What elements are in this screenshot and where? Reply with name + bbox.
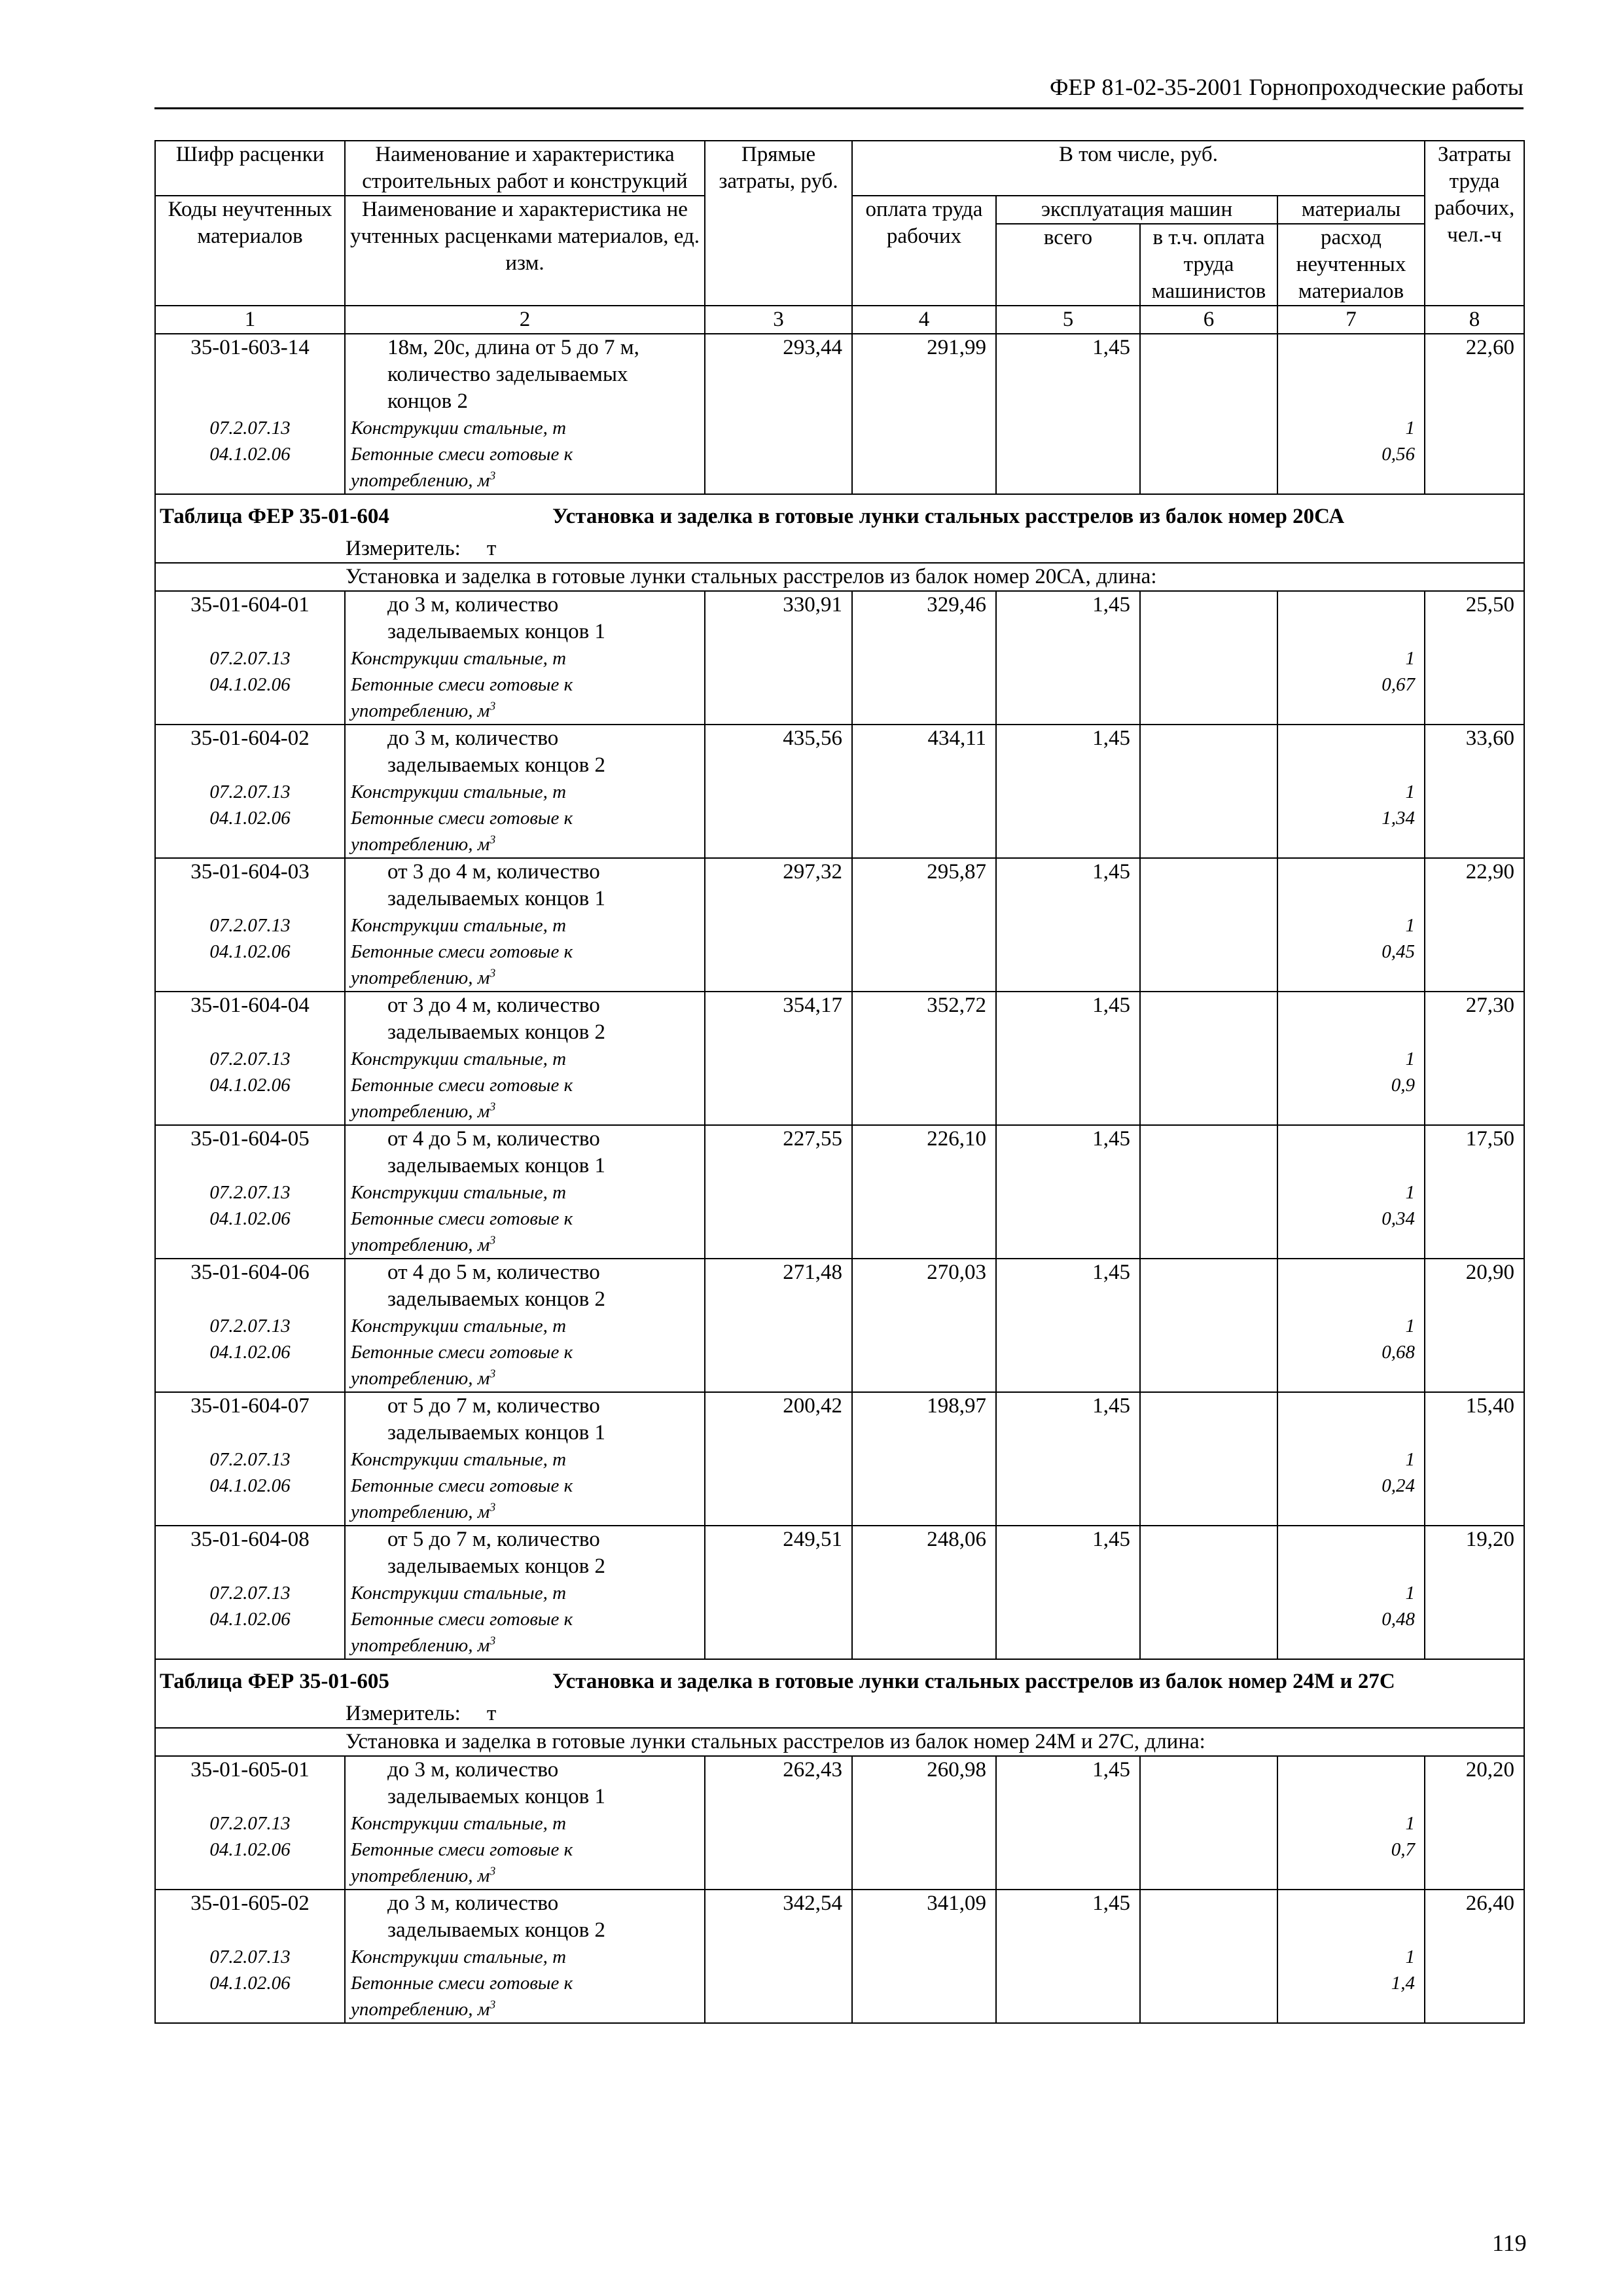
labor-pay: 352,72	[852, 992, 996, 1125]
table-604-name: Установка и заделка в готовые лунки стальных расстрелов из балок номер 20СА	[552, 505, 1345, 528]
rate-description	[345, 1756, 705, 1890]
material-name: употреблению, $м^3$	[351, 1998, 496, 2020]
rate-code-cell	[155, 725, 345, 858]
material-code: 07.2.07.13	[209, 915, 291, 936]
description-line: 18м, 20с, длина от 5 до 7 м,	[387, 336, 639, 359]
labor-pay: 260,98	[852, 1756, 996, 1890]
material-code: 04.1.02.06	[209, 1475, 291, 1496]
table-604-subtitle: Установка и заделка в готовые лунки стальных расстрелов из балок номер 20СА, длина:	[155, 563, 1524, 591]
description-line: заделываемых концов 1	[387, 1421, 606, 1444]
col-number: 2	[345, 306, 705, 334]
rate-row	[155, 992, 1524, 1125]
machines-total: 1,45	[996, 1125, 1140, 1259]
description-line: от 3 до 4 м, количество	[387, 994, 600, 1017]
labor-cost: 15,40	[1425, 1392, 1524, 1526]
col-materials-sub-header: расход неучтенных материалов	[1277, 224, 1425, 306]
direct-costs: 262,43	[705, 1756, 852, 1890]
col-matname-header: Наименование и характеристика не учтенных расценками материалов, ед. изм.	[345, 196, 705, 306]
material-code: 07.2.07.13	[209, 1316, 291, 1336]
col-machines-pay-header: в т.ч. оплата труда машинистов	[1140, 224, 1277, 306]
rate-code: 35-01-603-14	[190, 336, 310, 359]
material-name: Бетонные смеси готовые к	[351, 1342, 573, 1363]
material-code: 04.1.02.06	[209, 941, 291, 962]
rate-description	[345, 1526, 705, 1659]
steel-quantity: 1	[1405, 418, 1416, 439]
rate-code-cell	[155, 1526, 345, 1659]
col-code-header: Шифр расценки	[155, 141, 345, 196]
material-name: употреблению, $м^3$	[351, 1100, 496, 1122]
description-line: от 4 до 5 м, количество	[387, 1127, 600, 1151]
machines-pay	[1140, 1890, 1277, 2023]
rate-row	[155, 591, 1524, 725]
rate-row	[155, 1392, 1524, 1526]
description-line: заделываемых концов 2	[387, 1287, 606, 1311]
material-name: Конструкции стальные, т	[351, 1182, 567, 1203]
rate-row	[155, 1526, 1524, 1659]
rate-description	[345, 1259, 705, 1392]
materials-consumption	[1277, 1756, 1425, 1890]
machines-pay	[1140, 1125, 1277, 1259]
col-number: 3	[705, 306, 852, 334]
materials-consumption	[1277, 1526, 1425, 1659]
direct-costs: 227,55	[705, 1125, 852, 1259]
rate-description	[345, 1125, 705, 1259]
material-code: 07.2.07.13	[209, 1449, 291, 1470]
col-materials-header: материалы	[1277, 196, 1425, 224]
rate-row	[155, 1125, 1524, 1259]
material-name: Бетонные смеси готовые к	[351, 808, 573, 829]
table-605-unit-row	[155, 1700, 1524, 1728]
col-number: 6	[1140, 306, 1277, 334]
rate-description	[345, 1392, 705, 1526]
rate-description	[345, 992, 705, 1125]
col-labor-header: Затраты труда рабочих, чел.-ч	[1425, 141, 1524, 306]
rate-code-cell	[155, 1125, 345, 1259]
materials-consumption	[1277, 1259, 1425, 1392]
direct-costs: 342,54	[705, 1890, 852, 2023]
rate-code-cell	[155, 1259, 345, 1392]
rates-table	[154, 140, 1525, 2024]
rate-description	[345, 334, 705, 494]
description-line: до 3 м, количество	[387, 726, 559, 750]
materials-consumption	[1277, 1392, 1425, 1526]
table-605-subtitle: Установка и заделка в готовые лунки стальных расстрелов из балок номер 24М и 27С, длина:	[155, 1728, 1524, 1756]
labor-pay: 226,10	[852, 1125, 996, 1259]
material-name: Конструкции стальные, т	[351, 418, 567, 439]
rate-code: 35-01-605-02	[190, 1892, 310, 1915]
machines-total: 1,45	[996, 1756, 1140, 1890]
machines-pay	[1140, 334, 1277, 494]
material-name: Конструкции стальные, т	[351, 1049, 567, 1069]
direct-costs: 354,17	[705, 992, 852, 1125]
material-code: 07.2.07.13	[209, 418, 291, 439]
rate-row	[155, 1259, 1524, 1392]
column-numbers-row	[155, 306, 1524, 334]
materials-consumption	[1277, 1890, 1425, 2023]
material-name: употреблению, $м^3$	[351, 469, 496, 491]
concrete-quantity: 0,56	[1382, 444, 1416, 465]
table-605-title-row	[155, 1659, 1524, 1700]
table-604-subtitle-row	[155, 563, 1524, 591]
labor-cost: 19,20	[1425, 1526, 1524, 1659]
machines-total: 1,45	[996, 858, 1140, 992]
concrete-quantity: 0,24	[1382, 1475, 1416, 1496]
rate-code: 35-01-604-05	[190, 1127, 310, 1151]
material-code: 04.1.02.06	[209, 1208, 291, 1229]
concrete-quantity: 1,34	[1382, 808, 1416, 829]
description-line: до 3 м, количество	[387, 1892, 559, 1915]
concrete-quantity: 0,45	[1382, 941, 1416, 962]
material-code: 04.1.02.06	[209, 1609, 291, 1630]
rate-description-text	[351, 1393, 704, 1446]
machines-total: 1,45	[996, 1890, 1140, 2023]
material-code: 04.1.02.06	[209, 674, 291, 695]
material-name: Конструкции стальные, т	[351, 1449, 567, 1470]
steel-quantity: 1	[1405, 1813, 1416, 1834]
labor-pay: 341,09	[852, 1890, 996, 2023]
concrete-quantity: 0,48	[1382, 1609, 1416, 1630]
description-line: количество заделываемых	[387, 363, 628, 386]
description-line: заделываемых концов 2	[387, 1020, 606, 1044]
material-code: 07.2.07.13	[209, 1583, 291, 1604]
rate-description-text	[351, 859, 704, 912]
machines-pay	[1140, 992, 1277, 1125]
rate-code: 35-01-604-01	[190, 593, 310, 617]
labor-pay: 295,87	[852, 858, 996, 992]
material-code: 04.1.02.06	[209, 1075, 291, 1096]
direct-costs: 435,56	[705, 725, 852, 858]
table-605-name: Установка и заделка в готовые лунки стальных расстрелов из балок номер 24М и 27С	[552, 1670, 1395, 1693]
machines-total: 1,45	[996, 591, 1140, 725]
rate-code-cell	[155, 591, 345, 725]
material-name: Конструкции стальные, т	[351, 781, 567, 802]
page-number: 119	[1492, 2230, 1527, 2256]
labor-cost: 33,60	[1425, 725, 1524, 858]
rate-code: 35-01-604-03	[190, 860, 310, 884]
materials-consumption	[1277, 992, 1425, 1125]
labor-cost: 22,90	[1425, 858, 1524, 992]
material-name: употреблению, $м^3$	[351, 966, 496, 988]
material-code: 07.2.07.13	[209, 1049, 291, 1069]
description-line: до 3 м, количество	[387, 1758, 559, 1782]
steel-quantity: 1	[1405, 1316, 1416, 1336]
rate-code-cell	[155, 1756, 345, 1890]
labor-cost: 26,40	[1425, 1890, 1524, 2023]
description-line: до 3 м, количество	[387, 593, 559, 617]
machines-pay	[1140, 725, 1277, 858]
table-604-unit-row	[155, 535, 1524, 563]
rate-code-cell	[155, 1890, 345, 2023]
machines-total: 1,45	[996, 725, 1140, 858]
rate-description-text	[351, 1126, 704, 1179]
labor-pay: 291,99	[852, 334, 996, 494]
concrete-quantity: 0,67	[1382, 674, 1416, 695]
machines-total: 1,45	[996, 992, 1140, 1125]
col-matcode-header: Коды неучтенных материалов	[155, 196, 345, 306]
col-name-header: Наименование и характеристика строительных работ и конструкций	[345, 141, 705, 196]
machines-pay	[1140, 591, 1277, 725]
material-name: употреблению, $м^3$	[351, 833, 496, 855]
steel-quantity: 1	[1405, 648, 1416, 669]
table-605-subtitle-row	[155, 1728, 1524, 1756]
machines-total: 1,45	[996, 1392, 1140, 1526]
material-code: 07.2.07.13	[209, 781, 291, 802]
direct-costs: 293,44	[705, 334, 852, 494]
machines-pay	[1140, 1392, 1277, 1526]
rate-code-cell	[155, 334, 345, 494]
rate-description	[345, 591, 705, 725]
col-number: 8	[1425, 306, 1524, 334]
rate-row	[155, 858, 1524, 992]
col-machines-header: эксплуатация машин	[996, 196, 1277, 224]
table-605-unit	[155, 1700, 1524, 1728]
description-line: заделываемых концов 2	[387, 1554, 606, 1578]
rate-code: 35-01-604-07	[190, 1394, 310, 1418]
material-code: 04.1.02.06	[209, 444, 291, 465]
rate-row	[155, 725, 1524, 858]
materials-consumption	[1277, 725, 1425, 858]
table-604-title-row	[155, 494, 1524, 535]
rate-code: 35-01-604-02	[190, 726, 310, 750]
description-line: заделываемых концов 1	[387, 887, 606, 910]
steel-quantity: 1	[1405, 1049, 1416, 1069]
materials-consumption	[1277, 858, 1425, 992]
direct-costs: 200,42	[705, 1392, 852, 1526]
rate-code: 35-01-604-08	[190, 1528, 310, 1551]
rate-code: 35-01-604-06	[190, 1261, 310, 1284]
steel-quantity: 1	[1405, 1182, 1416, 1203]
labor-pay: 434,11	[852, 725, 996, 858]
description-line: от 5 до 7 м, количество	[387, 1394, 600, 1418]
material-name: употреблению, $м^3$	[351, 1864, 496, 1886]
rate-description-text	[351, 992, 704, 1046]
steel-quantity: 1	[1405, 1946, 1416, 1967]
machines-total: 1,45	[996, 1259, 1140, 1392]
material-code: 07.2.07.13	[209, 1813, 291, 1834]
material-name: употреблению, $м^3$	[351, 699, 496, 721]
rate-description	[345, 858, 705, 992]
labor-pay: 329,46	[852, 591, 996, 725]
steel-quantity: 1	[1405, 1449, 1416, 1470]
rate-description-text	[351, 1890, 704, 1944]
concrete-quantity: 0,34	[1382, 1208, 1416, 1229]
concrete-quantity: 0,9	[1391, 1075, 1416, 1096]
table-604-number: Таблица ФЕР 35-01-604	[160, 505, 389, 528]
rate-code-cell	[155, 1392, 345, 1526]
description-line: от 4 до 5 м, количество	[387, 1261, 600, 1284]
running-header: ФЕР 81-02-35-2001 Горнопроходческие работы	[154, 73, 1524, 109]
direct-costs: 249,51	[705, 1526, 852, 1659]
machines-pay	[1140, 1259, 1277, 1392]
material-name: Бетонные смеси готовые к	[351, 1075, 573, 1096]
labor-cost: 17,50	[1425, 1125, 1524, 1259]
material-name: Конструкции стальные, т	[351, 1946, 567, 1967]
rate-description-text	[351, 1259, 704, 1313]
description-line: от 3 до 4 м, количество	[387, 860, 600, 884]
material-code: 07.2.07.13	[209, 1946, 291, 1967]
description-line: заделываемых концов 1	[387, 1785, 606, 1808]
material-name: Бетонные смеси готовые к	[351, 674, 573, 695]
col-incl-header: В том числе, руб.	[852, 141, 1425, 196]
material-code: 04.1.02.06	[209, 1342, 291, 1363]
material-name: Бетонные смеси готовые к	[351, 941, 573, 962]
material-name: Бетонные смеси готовые к	[351, 1475, 573, 1496]
direct-costs: 330,91	[705, 591, 852, 725]
material-name: употреблению, $м^3$	[351, 1233, 496, 1255]
description-line: заделываемых концов 2	[387, 753, 606, 777]
machines-pay	[1140, 1756, 1277, 1890]
description-line: заделываемых концов 1	[387, 620, 606, 643]
steel-quantity: 1	[1405, 1583, 1416, 1604]
description-line: от 5 до 7 м, количество	[387, 1528, 600, 1551]
col-number: 4	[852, 306, 996, 334]
col-laborpay-header: оплата труда рабочих	[852, 196, 996, 306]
rate-description	[345, 725, 705, 858]
labor-pay: 198,97	[852, 1392, 996, 1526]
rate-code-cell	[155, 858, 345, 992]
description-line: концов 2	[387, 389, 469, 413]
rate-row	[155, 1756, 1524, 1890]
unit-label: Измеритель:	[346, 537, 461, 560]
material-name: Конструкции стальные, т	[351, 648, 567, 669]
material-code: 04.1.02.06	[209, 1973, 291, 1994]
material-name: употреблению, $м^3$	[351, 1500, 496, 1522]
material-name: Бетонные смеси готовые к	[351, 444, 573, 465]
unit-label: Измеритель:	[346, 1702, 461, 1725]
labor-pay: 248,06	[852, 1526, 996, 1659]
steel-quantity: 1	[1405, 781, 1416, 802]
material-name: употреблению, $м^3$	[351, 1367, 496, 1389]
materials-consumption	[1277, 334, 1425, 494]
rate-row	[155, 1890, 1524, 2023]
material-name: Конструкции стальные, т	[351, 1813, 567, 1834]
labor-cost: 27,30	[1425, 992, 1524, 1125]
unit-value: т	[486, 537, 497, 560]
description-line: заделываемых концов 2	[387, 1918, 606, 1942]
material-name: Бетонные смеси готовые к	[351, 1973, 573, 1994]
materials-consumption	[1277, 1125, 1425, 1259]
rate-row	[155, 334, 1524, 494]
rate-description-text	[351, 1757, 704, 1810]
col-number: 1	[155, 306, 345, 334]
table-604-title	[155, 494, 1524, 535]
labor-cost: 25,50	[1425, 591, 1524, 725]
labor-cost: 20,90	[1425, 1259, 1524, 1392]
col-direct-header: Прямые затраты, руб.	[705, 141, 852, 306]
concrete-quantity: 0,68	[1382, 1342, 1416, 1363]
material-code: 07.2.07.13	[209, 648, 291, 669]
machines-total: 1,45	[996, 334, 1140, 494]
material-name: употреблению, $м^3$	[351, 1634, 496, 1656]
direct-costs: 297,32	[705, 858, 852, 992]
rate-description-text	[351, 725, 704, 779]
rate-description	[345, 1890, 705, 2023]
labor-pay: 270,03	[852, 1259, 996, 1392]
material-code: 04.1.02.06	[209, 808, 291, 829]
material-code: 04.1.02.06	[209, 1839, 291, 1860]
machines-pay	[1140, 858, 1277, 992]
col-number: 7	[1277, 306, 1425, 334]
steel-quantity: 1	[1405, 915, 1416, 936]
materials-consumption	[1277, 591, 1425, 725]
material-name: Бетонные смеси готовые к	[351, 1839, 573, 1860]
direct-costs: 271,48	[705, 1259, 852, 1392]
table-605-number: Таблица ФЕР 35-01-605	[160, 1670, 389, 1693]
material-name: Конструкции стальные, т	[351, 915, 567, 936]
rate-code-cell	[155, 992, 345, 1125]
concrete-quantity: 1,4	[1391, 1973, 1416, 1994]
rate-code: 35-01-604-04	[190, 994, 310, 1017]
machines-pay	[1140, 1526, 1277, 1659]
unit-value: т	[486, 1702, 497, 1725]
concrete-quantity: 0,7	[1391, 1839, 1416, 1860]
header-row-1	[155, 141, 1524, 196]
rate-description-text	[351, 334, 704, 415]
material-name: Конструкции стальные, т	[351, 1316, 567, 1336]
col-machines-total-header: всего	[996, 224, 1140, 306]
col-number: 5	[996, 306, 1140, 334]
material-code: 07.2.07.13	[209, 1182, 291, 1203]
material-name: Бетонные смеси готовые к	[351, 1609, 573, 1630]
material-name: Конструкции стальные, т	[351, 1583, 567, 1604]
table-604-unit	[155, 535, 1524, 563]
labor-cost: 22,60	[1425, 334, 1524, 494]
machines-total: 1,45	[996, 1526, 1140, 1659]
table-605-title	[155, 1659, 1524, 1700]
rate-description-text	[351, 592, 704, 645]
description-line: заделываемых концов 1	[387, 1154, 606, 1177]
rate-code: 35-01-605-01	[190, 1758, 310, 1782]
rate-description-text	[351, 1526, 704, 1580]
material-name: Бетонные смеси готовые к	[351, 1208, 573, 1229]
labor-cost: 20,20	[1425, 1756, 1524, 1890]
